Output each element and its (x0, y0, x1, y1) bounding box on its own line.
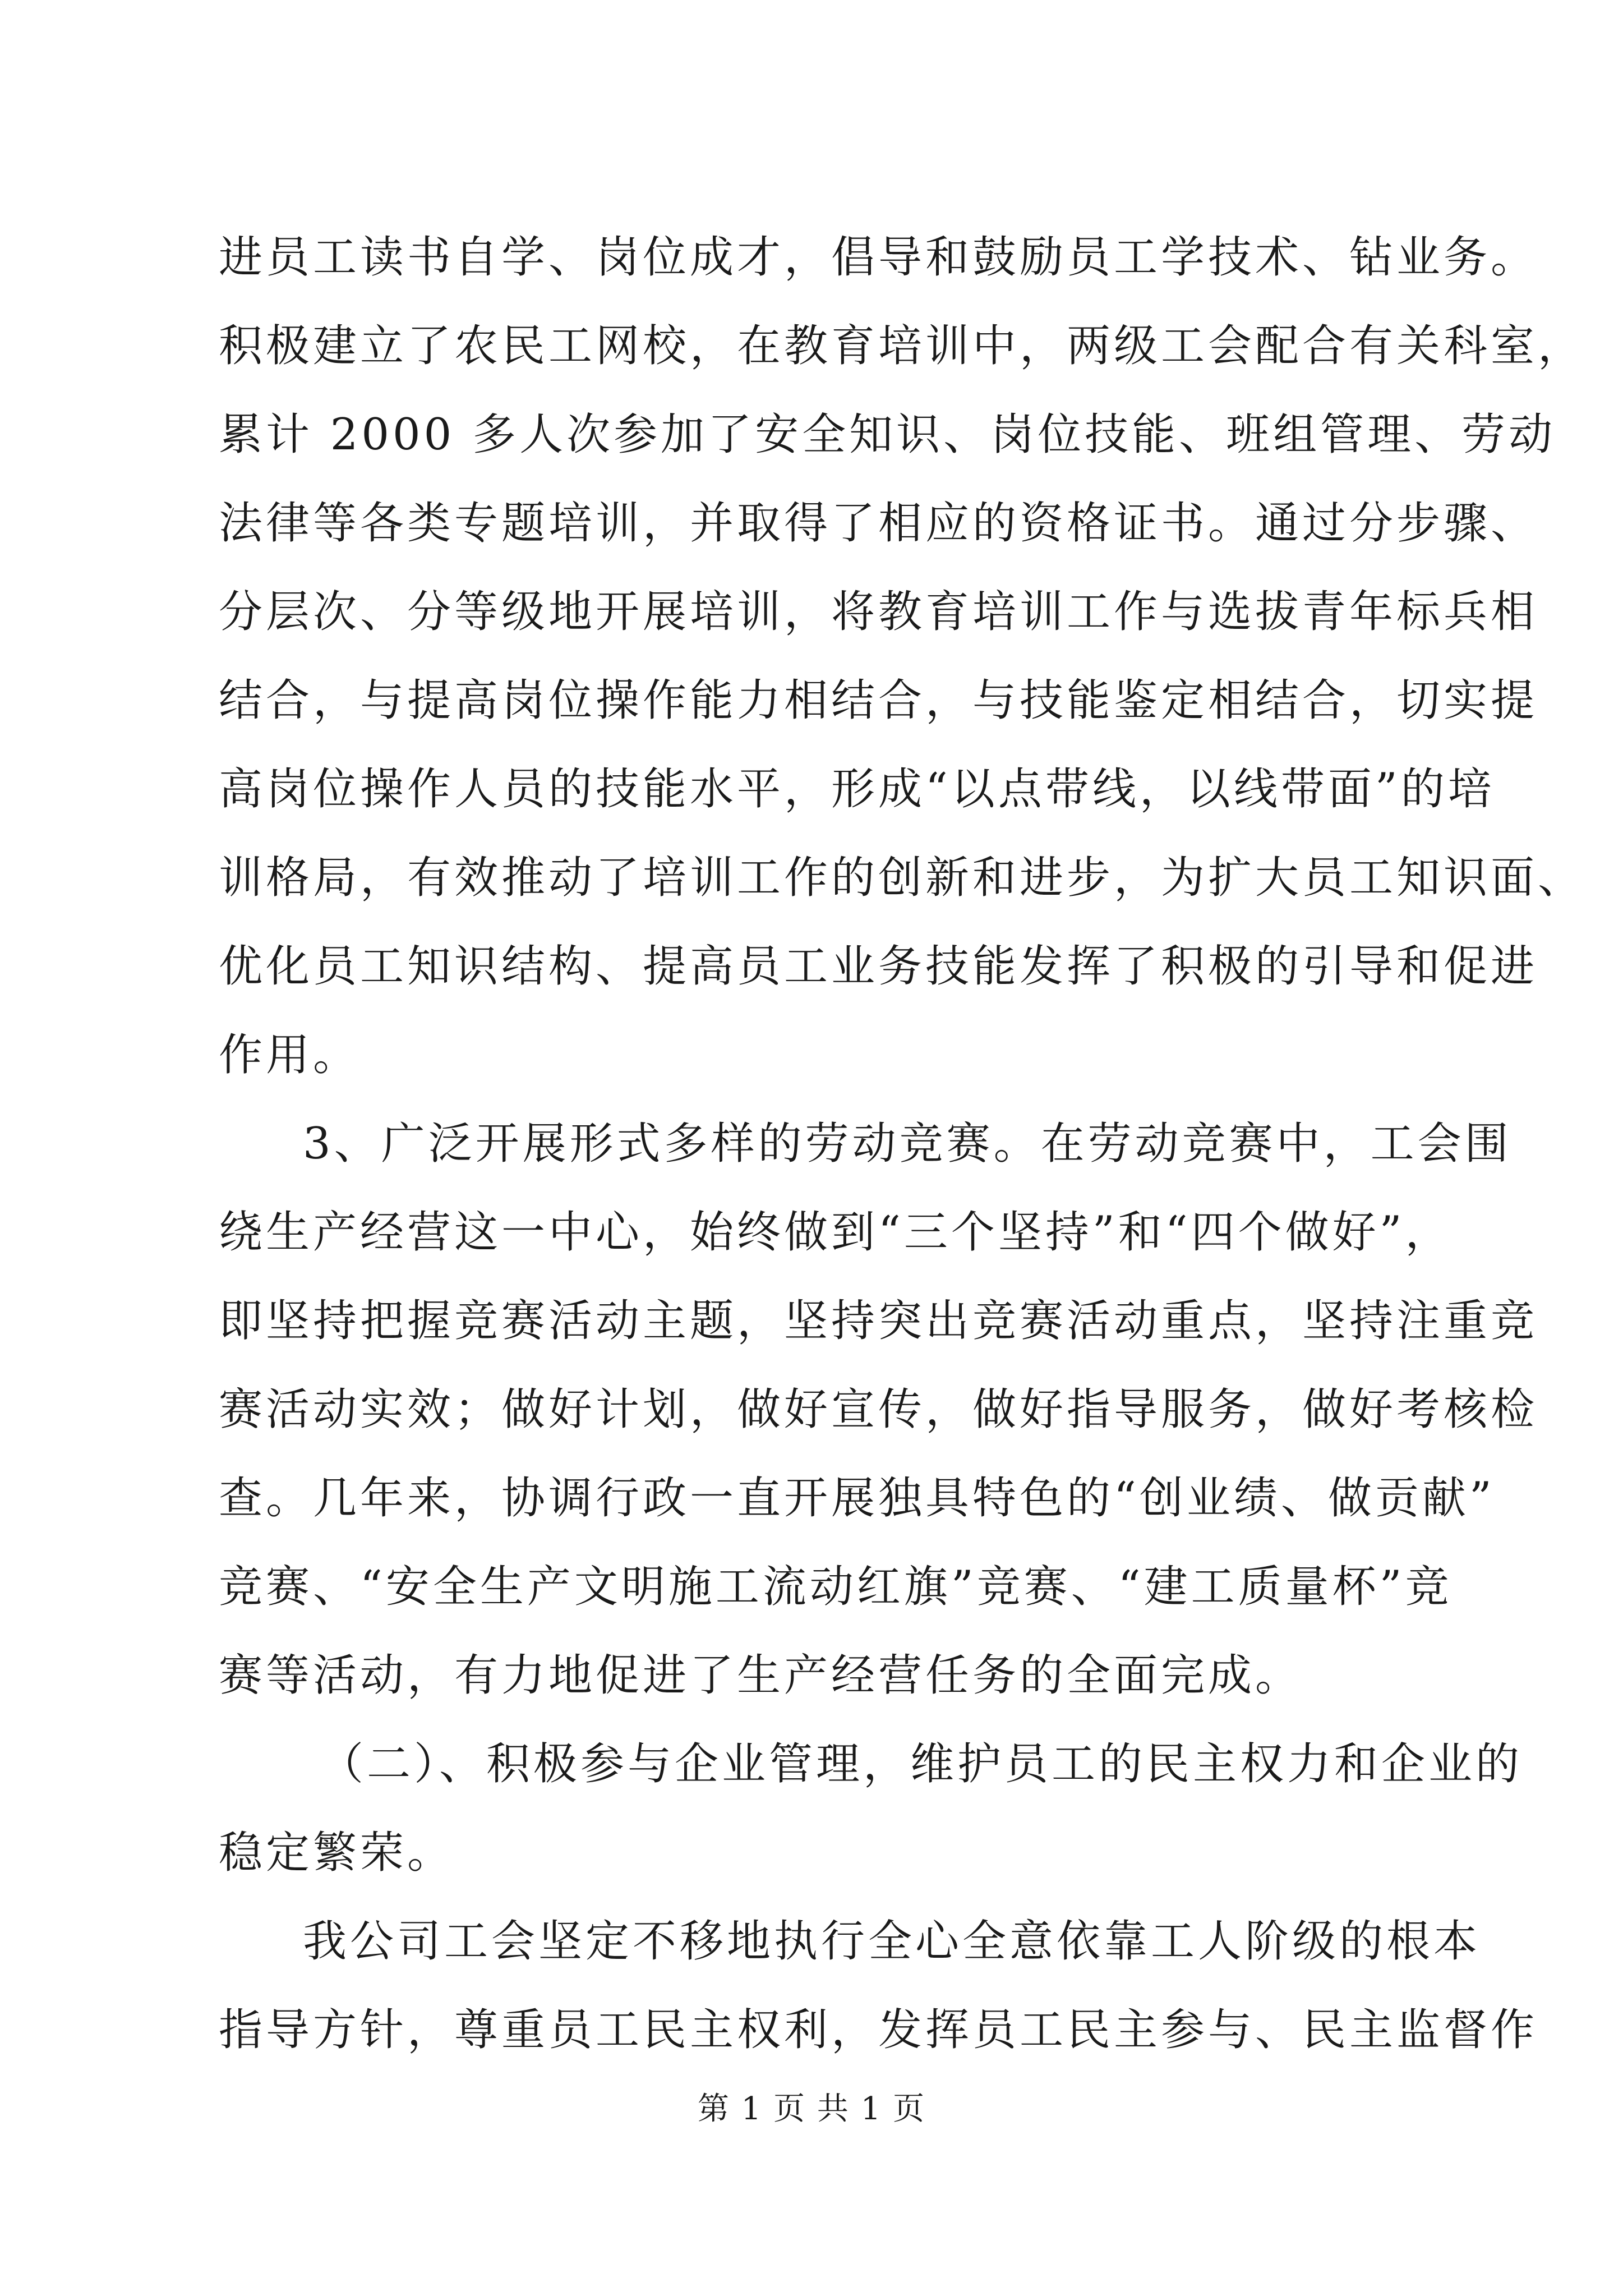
text-line: 累计 2000 多人次参加了安全知识、岗位技能、班组管理、劳动 (219, 409, 1556, 460)
text-line: 法律等各类专题培训，并取得了相应的资格证书。通过分步骤、 (219, 498, 1538, 549)
text-line: 作用。 (219, 1030, 361, 1080)
text-line: 分层次、分等级地开展培训，将教育培训工作与选拔青年标兵相 (219, 587, 1538, 637)
text-line: 优化员工知识结构、提高员工业务技能发挥了积极的引导和促进 (219, 941, 1538, 992)
text-line: 结合，与提高岗位操作能力相结合，与技能鉴定相结合，切实提 (219, 675, 1538, 726)
text-line: 指导方针，尊重员工民主权利，发挥员工民主参与、民主监督作 (219, 2005, 1538, 2055)
text-line: 即坚持把握竞赛活动主题，坚持突出竞赛活动重点，坚持注重竞 (219, 1296, 1538, 1346)
text-line: 进员工读书自学、岗位成才，倡导和鼓励员工学技术、钻业务。 (219, 232, 1538, 283)
text-line: 训格局，有效推动了培训工作的创新和进步，为扩大员工知识面、 (219, 853, 1585, 903)
text-line: 查。几年来，协调行政一直开展独具特色的“创业绩、做贡献” (219, 1473, 1495, 1524)
page-number-footer: 第 1 页 共 1 页 (697, 2091, 926, 2127)
text-line: 高岗位操作人员的技能水平，形成“以点带线，以线带面”的培 (219, 764, 1495, 815)
text-line: 竞赛、“安全生产文明施工流动红旗”竞赛、“建工质量杯”竞 (219, 1562, 1453, 1612)
document-body (219, 213, 1585, 2074)
section-heading-line: （二）、积极参与企业管理，维护员工的民主权力和企业的 (320, 1739, 1523, 1789)
paragraph-start-line: 我公司工会坚定不移地执行全心全意依靠工人阶级的根本 (303, 1916, 1481, 1967)
text-line: 积极建立了农民工网校，在教育培训中，两级工会配合有关科室， (219, 321, 1585, 371)
text-line: 赛等活动，有力地促进了生产经营任务的全面完成。 (219, 1650, 1303, 1701)
text-line: 绕生产经营这一中心，始终做到“三个坚持”和“四个做好”， (219, 1207, 1453, 1258)
section-heading-line: 稳定繁荣。 (219, 1828, 455, 1878)
paragraph-start-line: 3、广泛开展形式多样的劳动竞赛。在劳动竞赛中，工会围 (303, 1119, 1512, 1169)
text-line: 赛活动实效；做好计划，做好宣传，做好指导服务，做好考核检 (219, 1384, 1538, 1435)
